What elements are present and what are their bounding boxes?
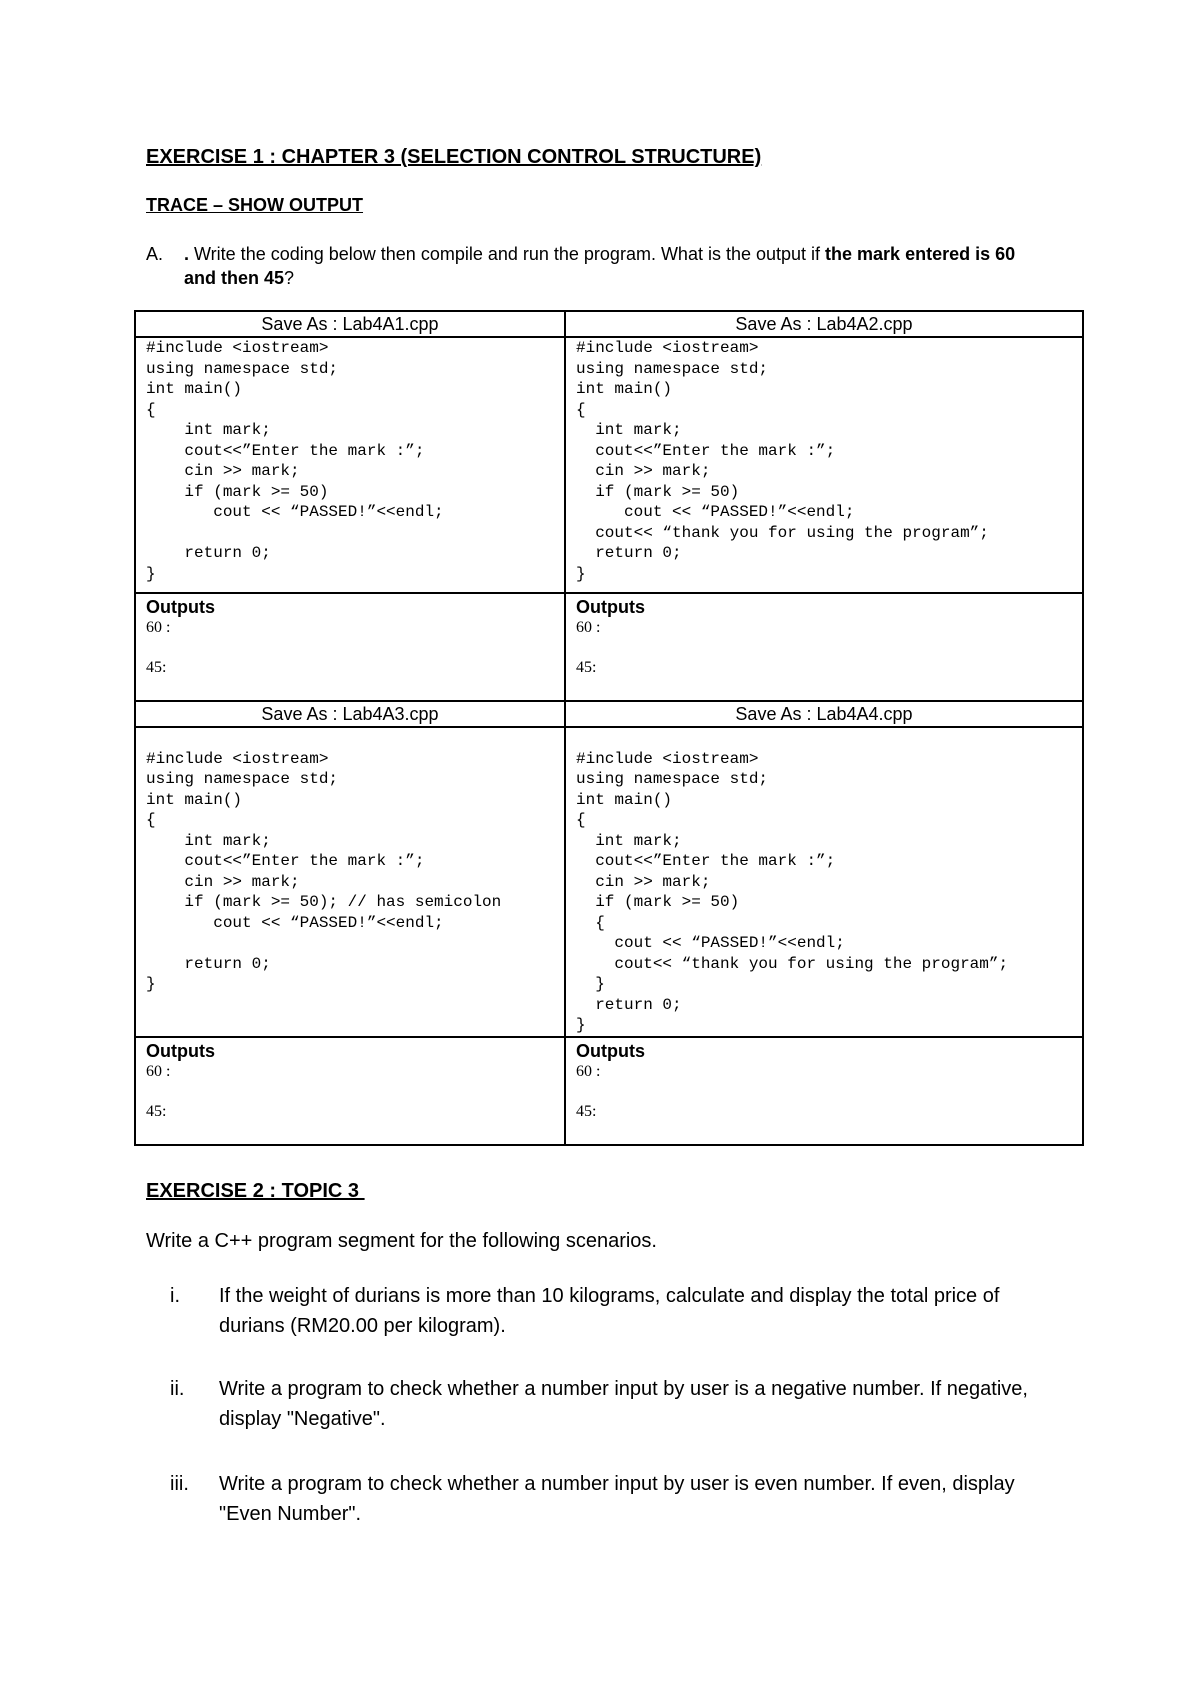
question-a: [146, 242, 1036, 290]
output-45: 45:: [146, 659, 167, 676]
code-lab4a1: #include <iostream> using namespace std; int main() { int mark; cout<<”Enter the mark :”; cin >> mark; if (mark >= 50) cout << “PASSED!”<<endl; return 0; }: [146, 339, 444, 583]
save-as-lab4a3: Save As : Lab4A3.cpp: [135, 701, 565, 727]
save-as-lab4a2: Save As : Lab4A2.cpp: [565, 311, 1083, 337]
exercise1-title: EXERCISE 1 : CHAPTER 3 (SELECTION CONTROL STRUCTURE): [146, 146, 762, 168]
outputs-cell-lab4a1: [135, 593, 565, 701]
outputs-cell-lab4a2: [565, 593, 1083, 701]
scenario-text: If the weight of durians is more than 10 kilograms, calculate and display the total price of durians (RM20.00 per kilogram).: [219, 1285, 1000, 1337]
scenario-number: i.: [170, 1285, 180, 1307]
code-cell-lab4a1: [135, 337, 565, 593]
programs-table: [134, 310, 1084, 1146]
scenario-item: [146, 1281, 1046, 1341]
scenario-item: [146, 1374, 1046, 1434]
output-45: 45:: [576, 1103, 597, 1120]
save-as-lab4a1: Save As : Lab4A1.cpp: [135, 311, 565, 337]
code-lab4a3: #include <iostream> using namespace std; int main() { int mark; cout<<”Enter the mark :”; cin >> mark; if (mark >= 50); // has semicolon cout << “PASSED!”<<endl; return 0; }: [146, 749, 502, 993]
outputs-cell-lab4a4: [565, 1037, 1083, 1145]
question-end: ?: [284, 268, 295, 288]
code-lab4a2: #include <iostream> using namespace std; int main() { int mark; cout<<”Enter the mark :”; cin >> mark; if (mark >= 50) cout << “PASSED!”<<endl; cout<< “thank you for using the program”; return 0; }: [576, 339, 989, 583]
exercise1-subtitle: TRACE – SHOW OUTPUT: [146, 195, 364, 215]
scenario-number: iii.: [170, 1473, 189, 1495]
code-cell-lab4a2: [565, 337, 1083, 593]
output-60: 60 :: [576, 1063, 601, 1080]
outputs-label: Outputs: [146, 1041, 215, 1061]
question-dot: .: [184, 244, 190, 264]
code-lab4a4: #include <iostream> using namespace std; int main() { int mark; cout<<”Enter the mark :”; cin >> mark; if (mark >= 50) { cout << “PASSED!”<<endl; cout<< “thank you for using the program”; } return 0; }: [576, 749, 1009, 1034]
outputs-cell-lab4a3: [135, 1037, 565, 1145]
outputs-label: Outputs: [576, 597, 645, 617]
scenario-number: ii.: [170, 1378, 185, 1400]
code-cell-lab4a4: [565, 727, 1083, 1037]
question-text-bold: the mark entered is 60 and then 45: [184, 244, 1016, 288]
question-label: A.: [146, 244, 164, 264]
exercise2-intro: Write a C++ program segment for the following scenarios.: [146, 1230, 657, 1252]
code-cell-lab4a3: [135, 727, 565, 1037]
scenario-text: Write a program to check whether a number input by user is a negative number. If negative, display "Negative".: [219, 1378, 1028, 1430]
question-text: [184, 242, 1036, 290]
question-text-plain: Write the coding below then compile and run the program. What is the output if: [189, 244, 826, 264]
save-as-lab4a4: Save As : Lab4A4.cpp: [565, 701, 1083, 727]
outputs-label: Outputs: [576, 1041, 645, 1061]
output-60: 60 :: [146, 1063, 171, 1080]
scenario-text: Write a program to check whether a number input by user is even number. If even, display "Even Number".: [219, 1473, 1015, 1525]
output-45: 45:: [576, 659, 597, 676]
output-60: 60 :: [576, 619, 601, 636]
exercise2-title: EXERCISE 2 : TOPIC 3: [146, 1180, 365, 1202]
output-60: 60 :: [146, 619, 171, 636]
scenario-item: [146, 1469, 1046, 1529]
outputs-label: Outputs: [146, 597, 215, 617]
output-45: 45:: [146, 1103, 167, 1120]
